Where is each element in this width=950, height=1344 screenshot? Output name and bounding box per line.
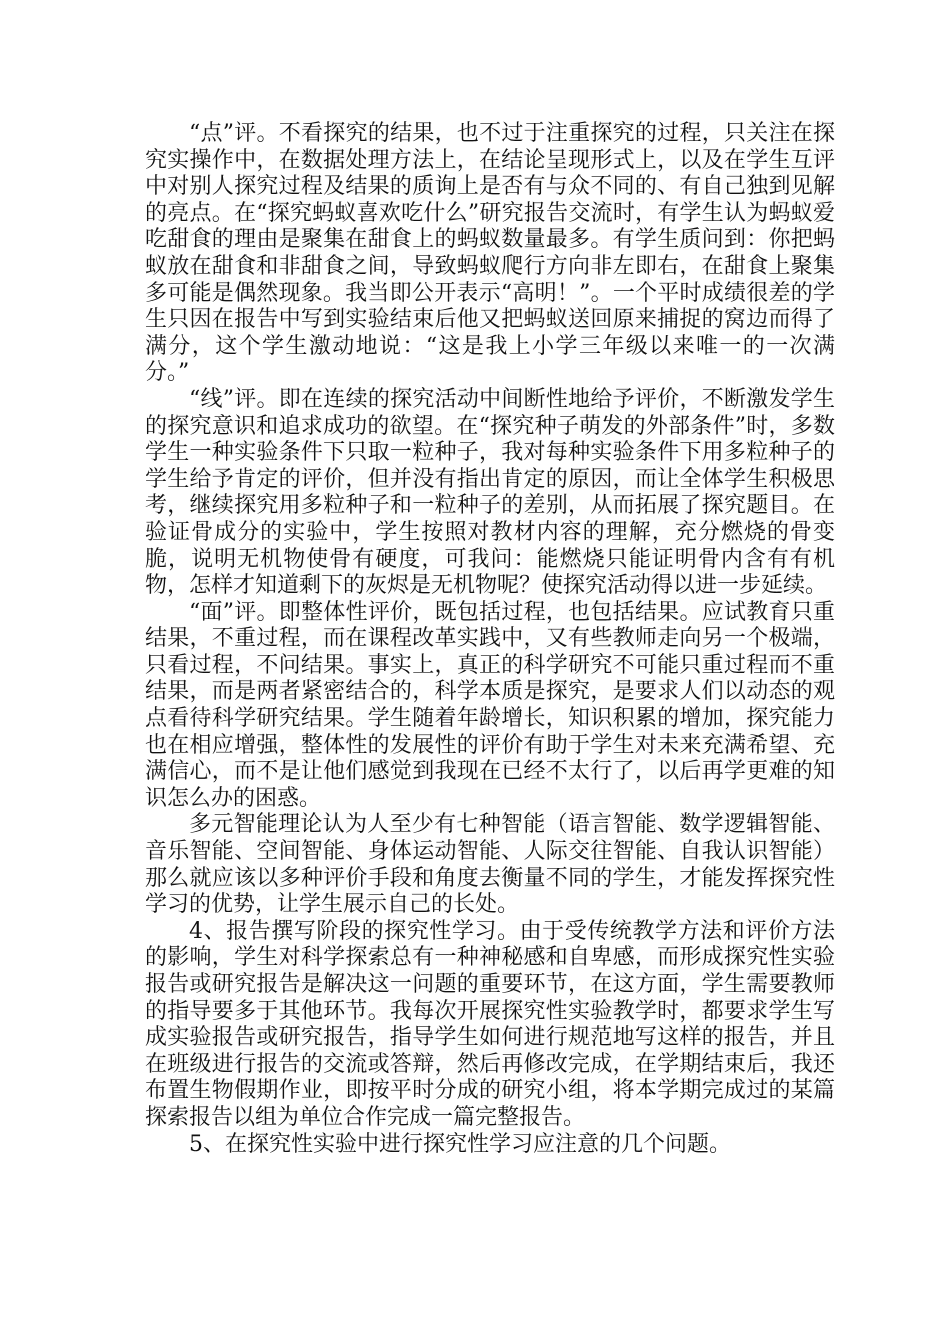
paragraph-section-5-heading: 5、在探究性实验中进行探究性学习应注意的几个问题。	[189, 1131, 731, 1157]
paragraph-line-evaluation: “线”评。即在连续的探究活动中间断性地给予评价，不断激发学生的探究意识和追求成功的欲望。在“探究种子萌发的外部条件”时，多数学生一种实验条件下只取一粒种子，我对每种实验条件下用多粒种子的学生给予肯定的评价，但并没有指出肯定的原因，而让全体学生积极思考，继续探究用多粒种子和一粒种子的差别，从而拓展了探究题目。在验证骨成分的实验中，学生按照对教材内容的理解，充分燃烧的骨变脆，说明无机物使骨有硬度，可我问：能燃烧只能证明骨内含有有机物，怎样才知道剩下的灰烬是无机物呢？使探究活动得以进一步延续。	[145, 386, 835, 599]
paragraph-point-evaluation: “点”评。不看探究的结果，也不过于注重探究的过程，只关注在探究实操作中，在数据处理方法上，在结论呈现形式上，以及在学生互评中对别人探究过程及结果的质询上是否有与众不同的、有自己独到见解的亮点。在“探究蚂蚁喜欢吃什么”研究报告交流时，有学生认为蚂蚁爱吃甜食的理由是聚集在甜食上的蚂蚁数量最多。有学生质问到：你把蚂蚁放在甜食和非甜食之间，导致蚂蚁爬行方向非左即右，在甜食上聚集多可能是偶然现象。我当即公开表示“高明！”。一个平时成绩很差的学生只因在报告中写到实验结束后他又把蚂蚁送回原来捕捉的窝边而得了满分，这个学生激动地说：“这是我上小学三年级以来唯一的一次满分。”	[145, 121, 835, 386]
paragraph-multiple-intelligences: 多元智能理论认为人至少有七种智能（语言智能、数学逻辑智能、音乐智能、空间智能、身体运动智能、人际交往智能、自我认识智能）那么就应该以多种评价手段和角度去衡量不同的学生，才能发挥探究性学习的优势，让学生展示自己的长处。	[145, 812, 835, 918]
paragraph-surface-evaluation: “面”评。即整体性评价，既包括过程，也包括结果。应试教育只重结果，不重过程，而在课程改革实践中，又有些教师走向另一个极端，只看过程，不问结果。事实上，真正的科学研究不可能只重过程而不重结果，而是两者紧密结合的，科学本质是探究，是要求人们以动态的观点看待科学研究结果。学生随着年龄增长，知识积累的增加，探究能力也在相应增强，整体性的发展性的评价有助于学生对未来充满希望、充满信心，而不是让他们感觉到我现在已经不太行了，以后再学更难的知识怎么办的困惑。	[145, 599, 835, 811]
document-body	[145, 121, 835, 1158]
paragraph-report-writing: 4、报告撰写阶段的探究性学习。由于受传统教学方法和评价方法的影响，学生对科学探索总有一种神秘感和自卑感，而形成探究性实验报告或研究报告是解决这一问题的重要环节，在这方面，学生需要教师的指导要多于其他环节。我每次开展探究性实验教学时，都要求学生写成实验报告或研究报告，指导学生如何进行规范地写这样的报告，并且在班级进行报告的交流或答辩，然后再修改完成，在学期结束后，我还布置生物假期作业，即按平时分成的研究小组，将本学期完成过的某篇探索报告以组为单位合作完成一篇完整报告。	[145, 918, 835, 1130]
